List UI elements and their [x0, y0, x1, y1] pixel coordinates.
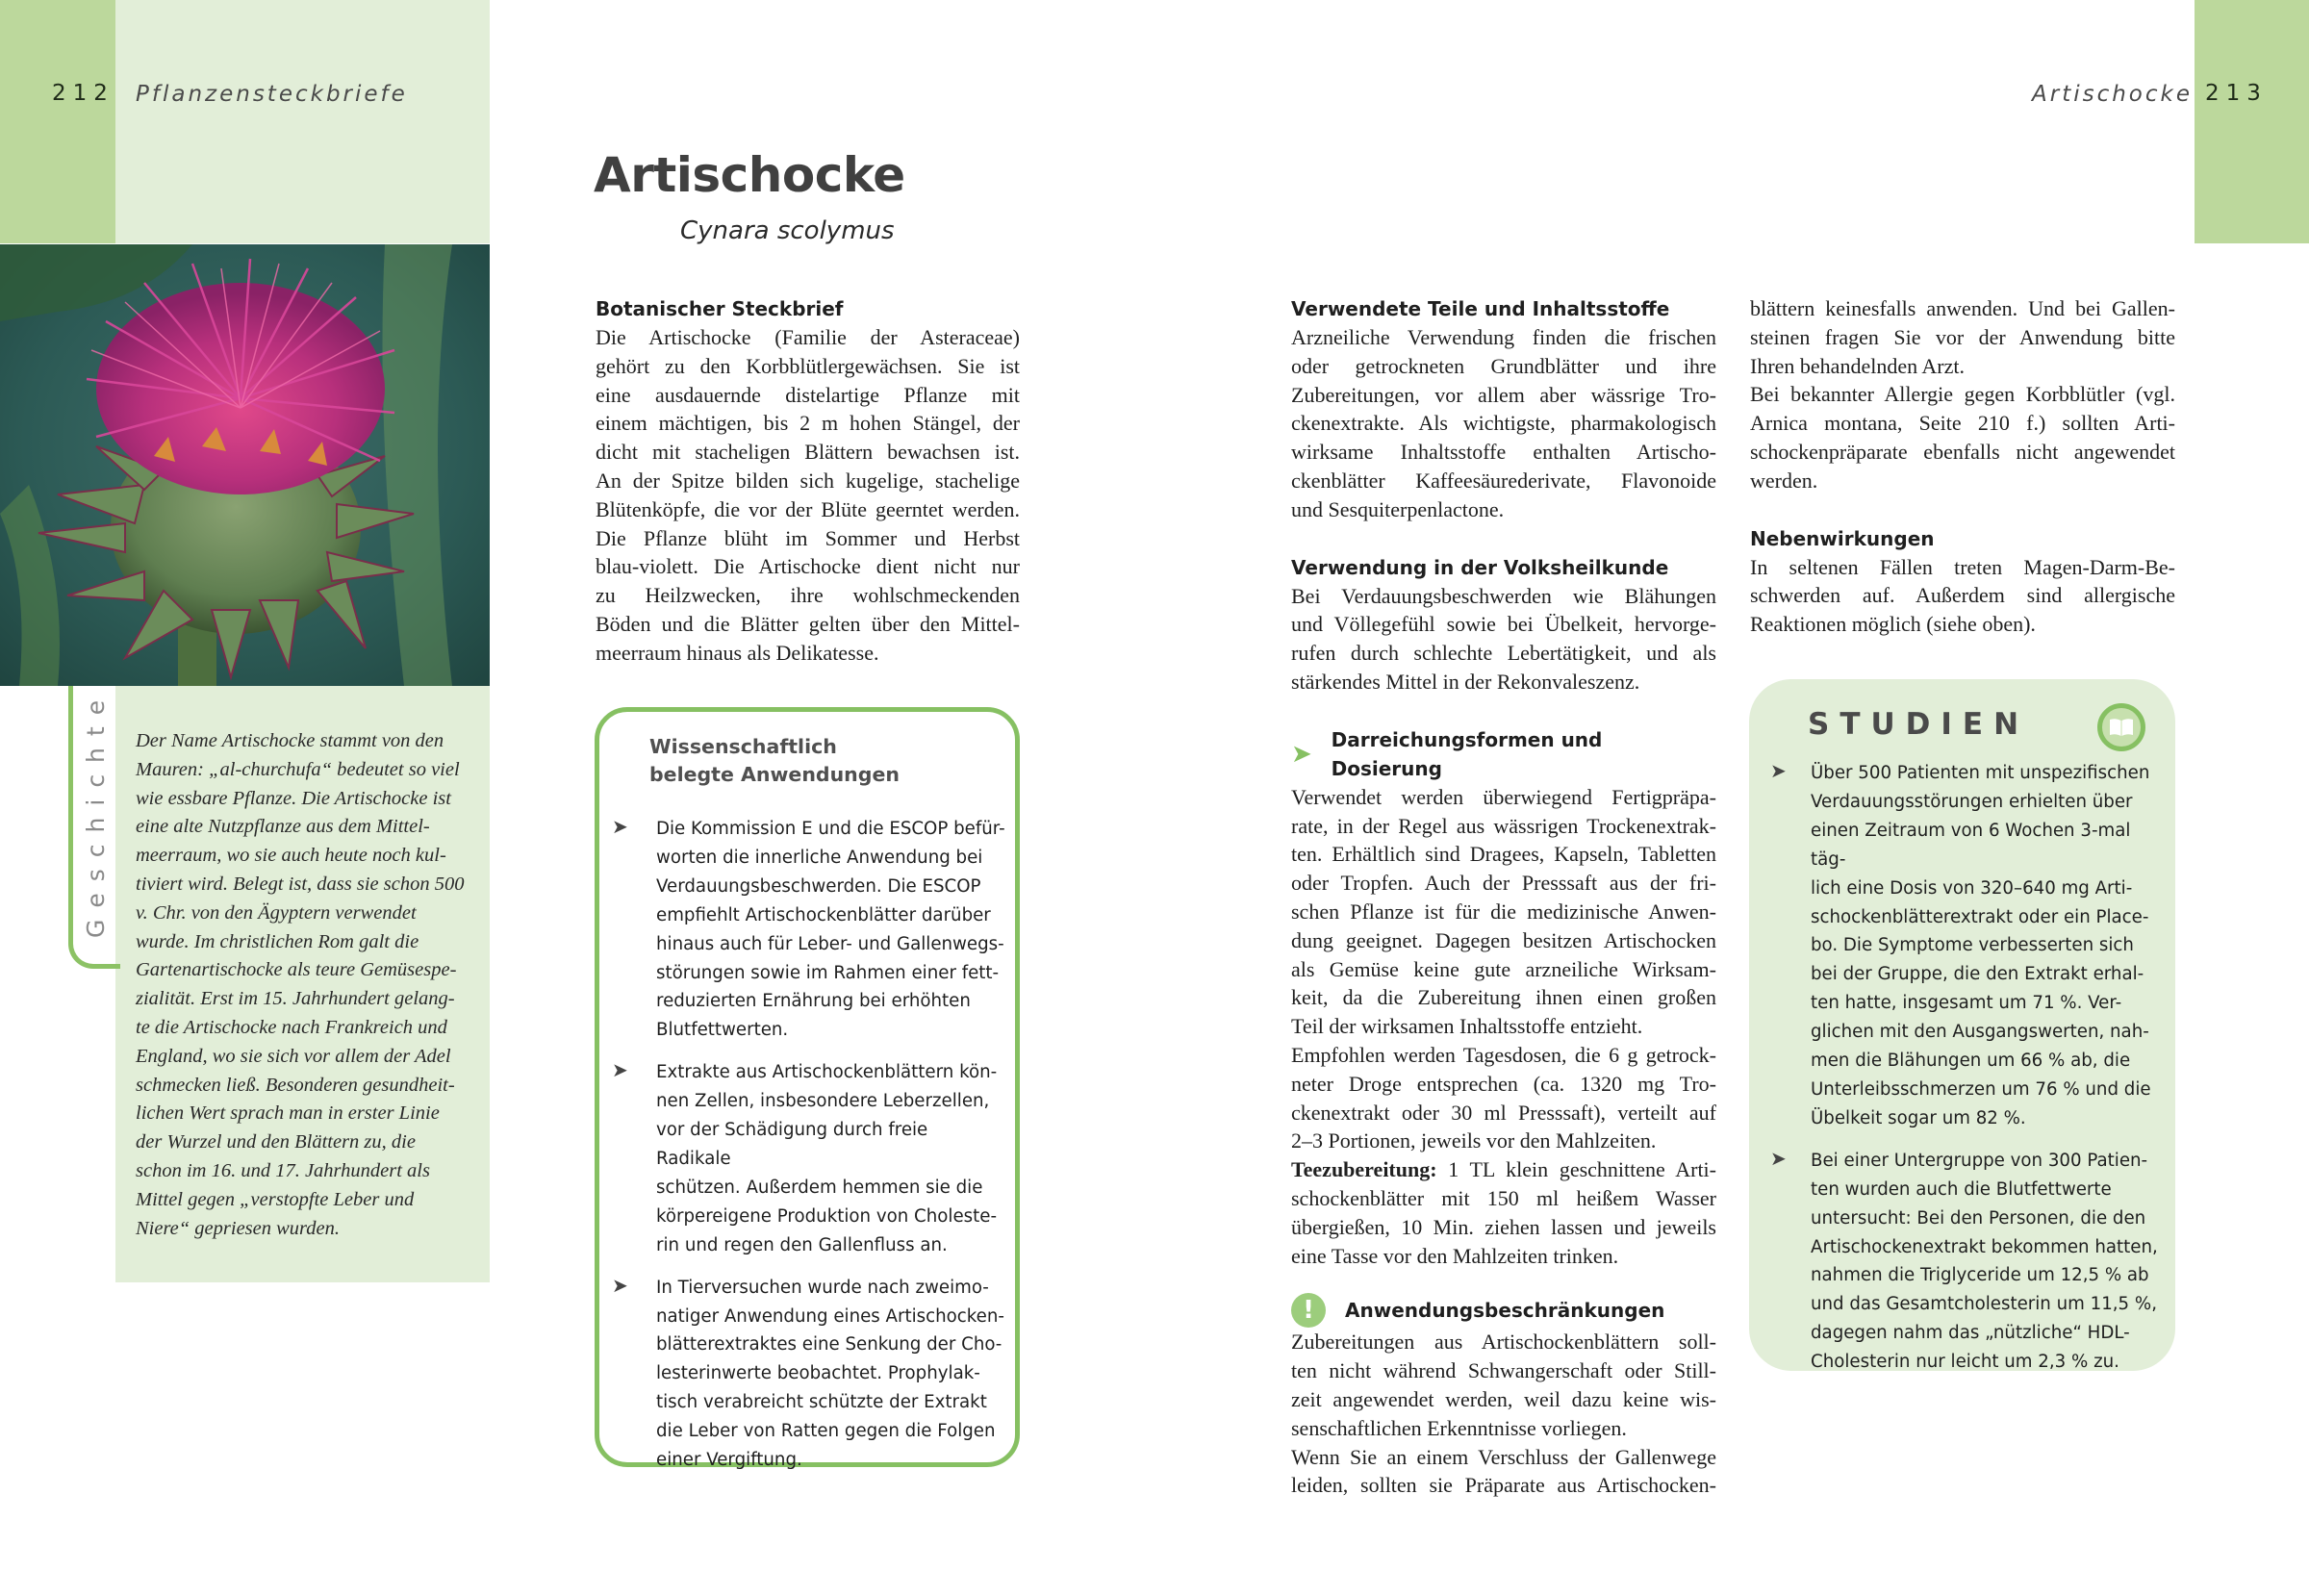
restrictions-heading: Anwendungsbeschränkungen — [1345, 1299, 1665, 1323]
history-line: schmecken ließ. Besonderen gesundheit- — [136, 1074, 455, 1096]
text-line: gehört zu den Korbblütlergewächsen. Sie ist — [596, 353, 1020, 378]
text-line: lesterinwerte beobachtet. Prophylak- — [656, 1363, 980, 1384]
text-line: empfiehlt Artischockenblätter darüber — [656, 904, 991, 925]
text-line: eine Tasse vor den Mahlzeiten trinken. — [1291, 1243, 1619, 1268]
text-line: eine ausdauernde distelartige Pflanze mit — [596, 382, 1020, 407]
left-page-number: 212 — [52, 81, 114, 106]
artichoke-flower-illustration — [0, 244, 490, 686]
text-line: oder Tropfen. Auch der Presssaft aus der fri- — [1291, 871, 1716, 896]
history-line: Mittel gegen „verstopfte Leber und — [136, 1188, 415, 1210]
text-line: senschaftlichen Erkenntnisse vorliegen. — [1291, 1415, 1627, 1440]
right-running-head: Artischocke — [2032, 82, 2193, 107]
arrow-bullet-icon: ➤ — [612, 1273, 628, 1297]
text-line: Unterleibsschmerzen um 76 % und die — [1811, 1078, 2151, 1100]
text-line: 1 TL klein geschnittene Arti- — [1436, 1157, 1716, 1182]
text-line: tisch verabreicht schützte der Extrakt — [656, 1392, 987, 1413]
text-line: Bei Verdauungsbeschwerden wie Blähungen — [1291, 583, 1716, 608]
text-line: schen Pflanze ist für die medizinische Anwen- — [1291, 899, 1716, 924]
column-4 — [1750, 294, 2175, 639]
text-line: In Tierversuchen wurde nach zweimo- — [656, 1277, 989, 1298]
arrow-bullet-icon: ➤ — [1770, 1146, 1787, 1170]
evidence-list — [612, 815, 1006, 1475]
text-line: Blütenköpfe, die vor der Blüte geerntet werden. — [596, 496, 1020, 521]
text-line: und Sesquiterpenlactone. — [1291, 496, 1505, 521]
history-label: Geschichte — [82, 688, 110, 938]
text-line: blättern keinesfalls anwenden. Und bei Gallen- — [1750, 296, 2175, 320]
text-line: neter Droge entsprechen (ca. 1320 mg Tro- — [1291, 1071, 1716, 1096]
parts-text — [1291, 323, 1716, 524]
evidence-title-line: Wissenschaftlich — [649, 735, 837, 758]
text-line: hinaus auch für Leber- und Gallenwegs- — [656, 933, 1004, 954]
restrictions-text-col4 — [1750, 294, 2175, 495]
evidence-title-line: belegte Anwendungen — [649, 763, 900, 786]
text-line: Bei bekannter Allergie gegen Korbblütler (vgl. — [1750, 382, 2175, 407]
text-line: ckenextrakte. Als wichtigste, pharmakologisch — [1291, 411, 1716, 436]
folk-text — [1291, 582, 1716, 697]
history-line: schon im 16. und 17. Jahrhundert als — [136, 1159, 430, 1181]
text-line: wirksame Inhaltsstoffe enthalten Artischo- — [1291, 440, 1716, 465]
text-line: Übelkeit sogar um 82 %. — [1811, 1107, 2026, 1128]
text-line: oder getrockneten Grundblätter und ihre — [1291, 353, 1716, 378]
text-line: lich eine Dosis von 320–640 mg Arti- — [1811, 877, 2133, 899]
studies-title: STUDIEN — [1808, 707, 2030, 742]
text-line: Teil der wirksamen Inhaltsstoffe entzieht. — [1291, 1014, 1643, 1039]
text-line: meerraum hinaus als Delikatesse. — [596, 640, 879, 665]
restrictions-text-col3 — [1291, 1328, 1716, 1500]
history-line: Der Name Artischocke stammt von den — [136, 730, 444, 751]
text-line: nen Zellen, insbesondere Leberzellen, — [656, 1091, 990, 1112]
text-line: leiden, sollten sie Präparate aus Artischocken- — [1291, 1473, 1716, 1498]
text-line: stärkendes Mittel in der Rekonvaleszenz. — [1291, 669, 1640, 694]
history-line: wurde. Im christlichen Rom galt die — [136, 930, 419, 952]
text-line: Reaktionen möglich (siehe oben). — [1750, 612, 2036, 637]
text-line: nahmen die Triglyceride um 12,5 % ab — [1811, 1265, 2149, 1286]
text-line: Zubereitungen, vor allem aber wässrige Tro- — [1291, 382, 1716, 407]
text-line: blätterextraktes eine Senkung der Cho- — [656, 1334, 1002, 1355]
evidence-item — [612, 1058, 1006, 1259]
dosage-heading: Darreichungsformen und Dosierung — [1331, 727, 1603, 780]
side-effects-heading: Nebenwirkungen — [1750, 526, 1935, 550]
botanical-heading: Botanischer Steckbrief — [596, 297, 844, 320]
botanical-text — [596, 323, 1020, 668]
history-line: eine alte Nutzpflanze aus dem Mittel- — [136, 816, 430, 838]
text-line: Bei einer Untergruppe von 300 Patien- — [1811, 1150, 2148, 1171]
text-line: dicht mit stacheligen Blättern bewachsen ist. — [596, 440, 1020, 465]
text-line: Böden und die Blätter gelten über den Mittel- — [596, 611, 1020, 636]
text-line: einer Vergiftung. — [656, 1450, 802, 1471]
text-line: Verwendet werden überwiegend Fertigpräpa- — [1291, 784, 1716, 809]
text-line: steinen fragen Sie vor der Anwendung bitte — [1750, 324, 2175, 349]
evidence-box-title — [649, 733, 900, 789]
text-line: einen Zeitraum von 6 Wochen 3-mal täg- — [1811, 820, 2131, 870]
column-3 — [1291, 294, 1716, 1500]
text-line: blau-violett. Die Artischocke dient nicht nur — [596, 554, 1020, 579]
study-item — [1770, 759, 2165, 1133]
text-line: bo. Die Symptome verbesserten sich — [1811, 935, 2134, 956]
text-line: als Gemüse keine gute arzneiliche Wirksam- — [1291, 956, 1716, 981]
text-line: keit, da die Zubereitung ihnen einen großen — [1291, 985, 1716, 1010]
text-line: worten die innerliche Anwendung bei — [656, 847, 983, 868]
text-line: dagegen nahm das „nützliche“ HDL- — [1811, 1323, 2130, 1344]
text-line: schwerden auf. Außerdem sind allergische — [1750, 583, 2175, 608]
text-line: vor der Schädigung durch freie Radikale — [656, 1120, 928, 1169]
parts-heading: Verwendete Teile und Inhaltsstoffe — [1291, 297, 1670, 320]
text-line: die Leber von Ratten gegen die Folgen — [656, 1421, 996, 1442]
history-line: te die Artischocke nach Frankreich und — [136, 1016, 447, 1038]
restrictions-heading-row — [1291, 1293, 1716, 1328]
book-icon — [2097, 703, 2145, 751]
studies-list — [1770, 759, 2165, 1377]
dosage-text — [1291, 783, 1716, 1271]
text-line: Ihren behandelnden Arzt. — [1750, 353, 1965, 378]
arrow-bullet-icon: ➤ — [612, 1058, 628, 1082]
text-line: schockenpräparate ebenfalls nicht angewendet — [1750, 439, 2175, 464]
text-line: An der Spitze bilden sich kugelige, stachelige — [596, 468, 1020, 493]
text-line: In seltenen Fällen treten Magen-Darm-Be- — [1750, 554, 2175, 579]
text-line: schockenblätterextrakt oder ein Place- — [1811, 906, 2149, 927]
text-line: rin und regen den Gallenfluss an. — [656, 1234, 948, 1255]
exclamation-icon: ! — [1291, 1293, 1326, 1328]
text-line: Extrakte aus Artischockenblättern kön- — [656, 1062, 998, 1083]
text-line: ten nicht während Schwangerschaft oder Still- — [1291, 1358, 1716, 1383]
text-line: Verdauungsstörungen erhielten über — [1811, 791, 2133, 812]
text-line: Wenn Sie an einem Verschluss der Gallenwege — [1291, 1444, 1716, 1469]
evidence-item — [612, 815, 1006, 1045]
text-line: glichen mit den Ausgangswerten, nah- — [1811, 1022, 2149, 1043]
text-line: rufen durch schlechte Lebertätigkeit, und als — [1291, 641, 1716, 666]
evidence-item — [612, 1274, 1006, 1475]
text-line: Über 500 Patienten mit unspezifischen — [1811, 763, 2150, 783]
text-line: 2–3 Portionen, jeweils vor den Mahlzeiten. — [1291, 1128, 1657, 1153]
left-running-head-band — [115, 0, 490, 243]
text-line: ten. Erhältlich sind Dragees, Kapseln, Tabletten — [1291, 842, 1716, 867]
text-line: schockenblätter mit 150 ml heißem Wasser — [1291, 1185, 1716, 1210]
side-effects-text — [1750, 553, 2175, 639]
text-line: ckenextrakt oder 30 ml Presssaft), verteilt auf — [1291, 1100, 1716, 1125]
history-line: England, wo sie sich vor allem der Adel — [136, 1045, 451, 1067]
text-line: störungen sowie im Rahmen einer fett- — [656, 962, 1000, 983]
text-line: schützen. Außerdem hemmen sie die — [656, 1177, 983, 1198]
text-line: Blutfettwerten. — [656, 1020, 789, 1041]
text-line: Cholesterin nur leicht um 2,3 % zu. — [1811, 1352, 2119, 1373]
folk-heading: Verwendung in der Volksheilkunde — [1291, 555, 1669, 579]
text-line: untersucht: Bei den Personen, die den — [1811, 1207, 2146, 1229]
left-page-number-band — [0, 0, 115, 243]
history-line: Mauren: „al-churchufa“ bedeutet so viel — [136, 758, 460, 780]
text-line: ckenblätter Kaffeesäurederivate, Flavonoide — [1291, 468, 1716, 493]
history-line: Niere“ gepriesen wurden. — [136, 1217, 340, 1239]
page-title: Artischocke — [594, 147, 905, 203]
text-line: dung geeignet. Dagegen besitzen Artischocken — [1291, 927, 1716, 952]
text-line: übergießen, 10 Min. ziehen lassen und jeweils — [1291, 1214, 1716, 1239]
text-line: Die Pflanze blüht im Sommer und Herbst — [596, 525, 1020, 550]
text-line: und das Gesamtcholesterin um 11,5 %, — [1811, 1294, 2157, 1315]
text-line: und Völlegefühl sowie bei Übelkeit, hervorge- — [1291, 612, 1716, 637]
history-line: v. Chr. von den Ägyptern verwendet — [136, 901, 417, 924]
text-line: werden. — [1750, 468, 1818, 493]
text-line: rate, in der Regel aus wässrigen Trockenextrak- — [1291, 813, 1716, 838]
text-line: Die Kommission E und die ESCOP befür- — [656, 819, 1005, 839]
text-line: zu Heilzwecken, ihre wohlschmeckenden — [596, 583, 1020, 608]
text-line: Zubereitungen aus Artischockenblättern soll- — [1291, 1330, 1716, 1355]
history-line: der Wurzel und den Blättern zu, die — [136, 1131, 416, 1153]
artichoke-photo — [0, 244, 490, 686]
text-line: men die Blähungen um 66 % ab, die — [1811, 1051, 2131, 1072]
text-line: Die Artischocke (Familie der Asteraceae) — [596, 325, 1020, 349]
open-book-glyph — [2109, 717, 2134, 738]
tea-label: Teezubereitung: — [1291, 1157, 1437, 1182]
right-page-number-band — [2195, 0, 2309, 243]
text-line: Verdauungsbeschwerden. Die ESCOP — [656, 875, 981, 897]
text-line: Arzneiliche Verwendung finden die frischen — [1291, 325, 1716, 349]
right-page-number: 213 — [2205, 81, 2268, 106]
history-line: meerraum, wo sie auch heute noch kul- — [136, 845, 446, 867]
left-running-head: Pflanzensteckbriefe — [136, 82, 408, 107]
study-item — [1770, 1147, 2165, 1377]
tea-first-line — [1291, 1155, 1716, 1184]
text-line: Empfohlen werden Tagesdosen, die 6 g getrock- — [1291, 1042, 1716, 1067]
history-text — [136, 727, 482, 1243]
history-line: Gartenartischocke als teure Gemüsespe- — [136, 959, 457, 981]
text-line: einem mächtigen, bis 2 m hohen Stängel, der — [596, 411, 1020, 436]
history-line: tiviert wird. Belegt ist, dass sie schon 500 — [136, 873, 465, 895]
text-line: reduzierten Ernährung bei erhöhten — [656, 991, 971, 1012]
history-line: zialität. Erst im 15. Jahrhundert gelang- — [136, 988, 455, 1010]
dosage-heading-row — [1291, 725, 1716, 783]
text-line: körpereigene Produktion von Choleste- — [656, 1205, 998, 1227]
text-line: natiger Anwendung eines Artischocken- — [656, 1305, 1004, 1327]
text-line: Artischockenextrakt bekommen hatten, — [1811, 1236, 2158, 1257]
arrow-bullet-icon: ➤ — [612, 815, 628, 838]
text-line: Arnica montana, Seite 210 f.) sollten Arti- — [1750, 411, 2175, 436]
text-line: ten wurden auch die Blutfettwerte — [1811, 1178, 2112, 1200]
botanical-section — [596, 294, 1020, 668]
text-line: ten hatte, insgesamt um 71 %. Ver- — [1811, 993, 2122, 1014]
history-line: wie essbare Pflanze. Die Artischocke ist — [136, 787, 451, 809]
text-line: zeit angewendet werden, weil dazu keine wis- — [1291, 1386, 1716, 1411]
arrow-bullet-icon: ➤ — [1770, 759, 1787, 782]
green-arrow-icon: ➤ — [1291, 739, 1312, 769]
text-line: bei der Gruppe, die den Extrakt erhal- — [1811, 964, 2144, 985]
latin-name: Cynara scolymus — [680, 216, 895, 245]
history-line: lichen Wert sprach man in erster Linie — [136, 1102, 440, 1125]
